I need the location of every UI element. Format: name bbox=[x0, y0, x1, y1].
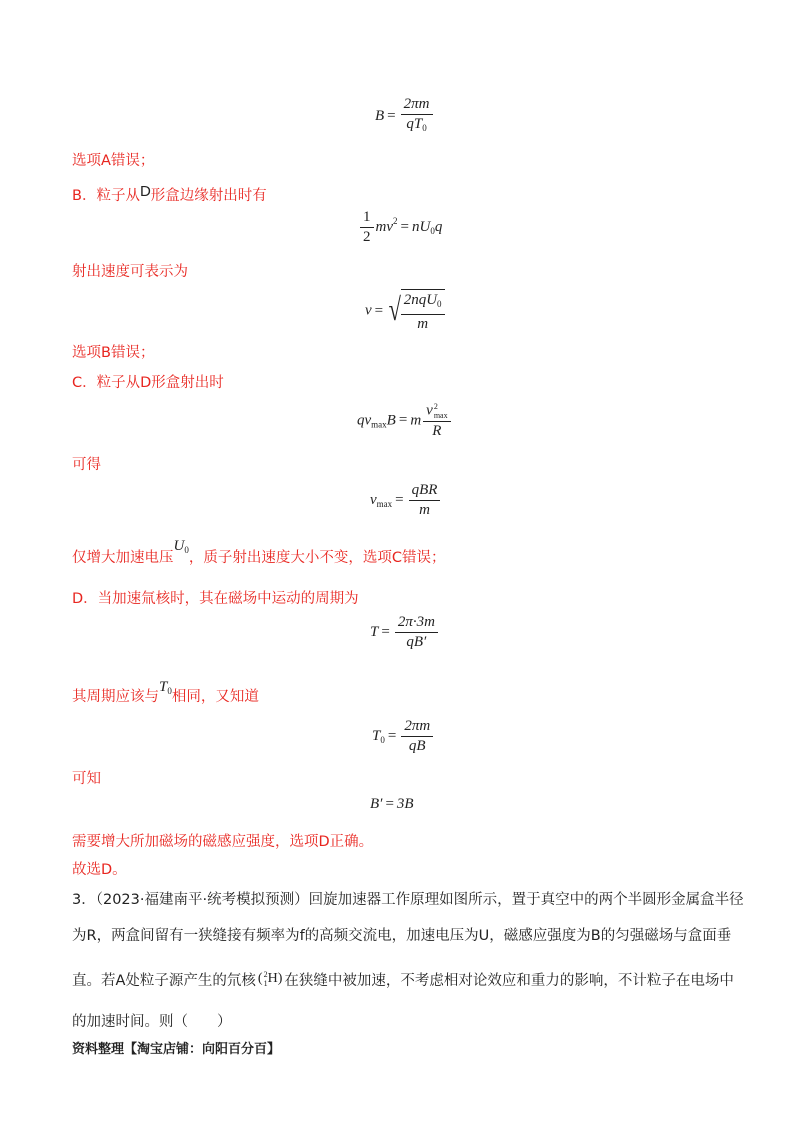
formula-max-speed: $v_{max}$ = $\frac{\text{qBR}}{m}$ bbox=[370, 482, 442, 519]
line-option-b-wrong: 选项B错误； bbox=[72, 345, 155, 361]
formula-b-period: B = $\frac{2\pi m}{qT_0}$ bbox=[375, 96, 435, 137]
line-option-d-intro: D．当加速氚核时，其在磁场中运动的周期为 bbox=[72, 591, 359, 607]
line-answer: 故选D。 bbox=[72, 862, 127, 878]
line-option-c-intro: C．粒子从D形盒射出时 bbox=[72, 375, 224, 391]
footer-source: 资料整理【淘宝店铺：向阳百分百】 bbox=[72, 1042, 281, 1057]
line-option-b-intro: B．粒子从D形盒边缘射出时有 bbox=[72, 183, 267, 204]
formula-lorentz-centripetal: $qv_{max}B = m$ v 2 max R bbox=[357, 402, 453, 440]
line-same-period: 其周期应该与$T_0$相同，又知道 bbox=[72, 679, 259, 705]
formula-exit-speed: v = √ $\frac{2nqU_0}{m}$ bbox=[365, 289, 445, 333]
formula-kinetic-energy: $\frac{1}{2}$ $mv^2 = nU_0q$ bbox=[358, 209, 442, 246]
line-option-a-wrong: 选项A错误； bbox=[72, 153, 155, 169]
formula-proton-period: $T_0$ = $\frac{2\pi m}{qB}$ bbox=[372, 718, 435, 755]
question-line-1: 3．（2023·福建南平·统考模拟预测）回旋加速器工作原理如图所示，置于真空中的两个半圆形金属盒半径 bbox=[72, 892, 744, 908]
fraction-numerator: 2πm bbox=[401, 96, 433, 115]
line-speed-expression: 射出速度可表示为 bbox=[72, 264, 188, 280]
deuterium-isotope-symbol: ( 2 1 H) bbox=[257, 969, 283, 988]
fraction-denominator: $qT_0$ bbox=[406, 116, 427, 133]
question-line-2: 为R，两盒间留有一狭缝接有频率为f的高频交流电，加速电压为U，磁感应强度为B的匀强磁场与盒面垂 bbox=[72, 928, 732, 944]
question-line-3: 直。若A处粒子源产生的氘核 ( 2 1 H) 在狭缝中被加速，不考虑相对论效应和重力的影响，不计粒子在电场中 bbox=[72, 969, 734, 989]
line-option-d-correct: 需要增大所加磁场的磁感应强度，选项D正确。 bbox=[72, 834, 374, 850]
line-option-c-wrong: 仅增大加速电压$U_0$，质子射出速度大小不变，选项C错误； bbox=[72, 538, 446, 566]
formula-b-prime: B′ = 3B bbox=[370, 796, 414, 812]
question-line-4: 的加速时间。则（ ） bbox=[72, 1014, 232, 1030]
line-thus: 可得 bbox=[72, 457, 101, 473]
line-known: 可知 bbox=[72, 771, 101, 787]
square-root: √ $\frac{2nqU_0}{m}$ bbox=[386, 289, 444, 333]
formula-triton-period: T = $\frac{2\pi\cdot 3m}{qB'}$ bbox=[370, 614, 440, 651]
